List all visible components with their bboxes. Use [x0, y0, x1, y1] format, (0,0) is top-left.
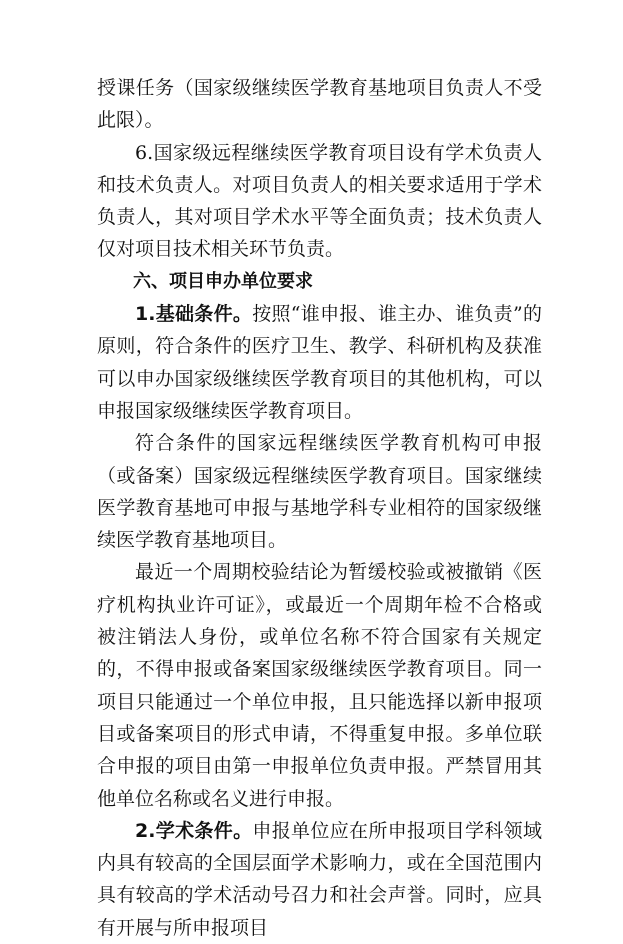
paragraph-6-text: 申报单位应在所申报项目学科领域内具有较高的全国层面学术影响力，或在全国范围内具有较高的学术活动号召力和社会声誉。同时，应具有开展与所申报项目 — [97, 819, 542, 939]
paragraph-2: 6.国家级远程继续医学教育项目设有学术负责人和技术负责人。对项目负责人的相关要求适用于学术负责人，其对项目学术水平等全面负责；技术负责人仅对项目技术相关环节负责。 — [97, 141, 542, 261]
section-heading: 六、项目申办单位要求 — [133, 270, 313, 292]
paragraph-5: 最近一个周期校验结论为暂缓校验或被撤销《医疗机构执业许可证》，或最近一个周期年检不合格或被注销法人身份，或单位名称不符合国家有关规定的，不得申报或备案国家级继续医学教育项目。同一项目只能通过一个单位申报，且只能选择以新申报项目或备案项目的形式申请，不得重复申报。多单位联合申报的项目由第一申报单位负责申报。严禁冒用其他单位名称或名义进行申报。 — [97, 561, 542, 810]
paragraph-3-text: 按照“谁申报、谁主办、谁负责”的原则，符合条件的医疗卫生、教学、科研机构及获准可以申办国家级继续医学教育项目的其他机构，可以申报国家级继续医学教育项目。 — [97, 303, 542, 422]
paragraph-3 — [97, 298, 542, 427]
paragraph-4: 符合条件的国家远程继续医学教育机构可申报（或备案）国家级远程继续医学教育项目。国家继续医学教育基地可申报与基地学科专业相符的国家级继续医学教育基地项目。 — [97, 432, 542, 552]
document-body — [97, 72, 542, 944]
paragraph-6 — [97, 815, 542, 944]
paragraph-3-lead: 1.基础条件。 — [135, 303, 253, 326]
paragraph-1: 授课任务（国家级继续医学教育基地项目负责人不受此限）。 — [97, 77, 542, 132]
paragraph-6-lead: 2.学术条件。 — [135, 819, 253, 842]
